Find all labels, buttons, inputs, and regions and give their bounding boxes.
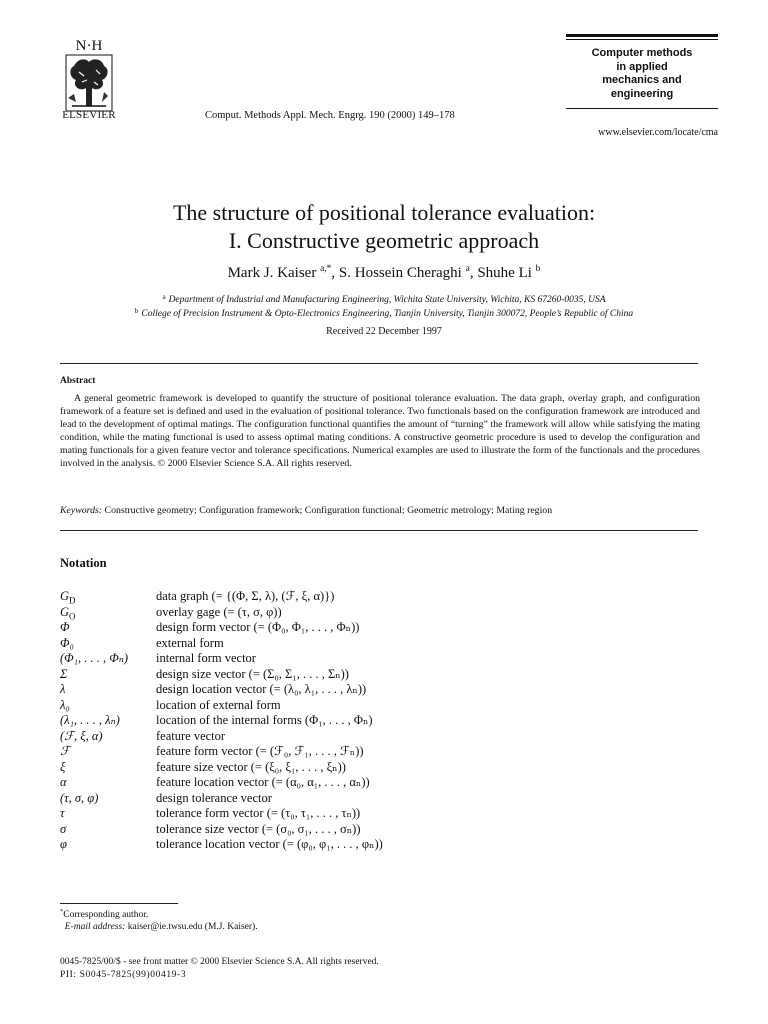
notation-description: design form vector (= (Φ₀, Φ₁, . . . , Φₙ)) (156, 620, 360, 634)
notation-symbol: $G_O$ (60, 604, 76, 621)
notation-description: feature vector (156, 728, 226, 743)
notation-description: overlay gage (= (τ, σ, φ)) (156, 604, 282, 619)
notation-symbol: (Φ₁, . . . , Φₙ) (60, 651, 129, 665)
notation-symbol: Σ (60, 666, 68, 681)
notation-row (60, 605, 580, 621)
affiliation-text: College of Precision Instrument & Opto-Electronics Engineering, Tianjin University, Tianjin 300072, People’s Republic of China (141, 309, 634, 319)
notation-symbol: α (60, 775, 67, 789)
elsevier-tree-icon (46, 36, 132, 116)
notation-symbol: ξ (60, 759, 66, 774)
notation-heading: Notation (60, 556, 107, 570)
affiliation (40, 307, 728, 319)
notation-description: design location vector (= (λ₀, λ₁, . . . , λₙ)) (156, 682, 367, 696)
email-label: E-mail address: (64, 922, 126, 932)
article-title (40, 199, 728, 255)
notation-description: feature size vector (= (ξ₀, ξ₁, . . . , ξₙ)) (156, 759, 346, 774)
author-name: S. Hossein Cheraghi (338, 265, 462, 281)
abstract-heading: Abstract (60, 376, 96, 386)
author-name: Mark J. Kaiser (227, 265, 317, 281)
corresponding-author-note (60, 908, 148, 920)
notation-description: data graph (= {(Φ, Σ, λ), (ℱ, ξ, α)}) (156, 589, 335, 603)
notation-row (60, 760, 580, 776)
notation-symbol: φ (60, 837, 67, 851)
affiliation (40, 293, 728, 305)
affiliation-text: Department of Industrial and Manufacturing Engineering, Wichita State University, Wichita, KS 67260-0035, USA (168, 295, 606, 305)
notation-symbol: τ (60, 806, 65, 820)
divider (60, 363, 698, 364)
notation-row (60, 698, 580, 714)
notation-symbol: $G_D$ (60, 589, 76, 606)
notation-row (60, 667, 580, 683)
notation-description: tolerance size vector (= (σ₀, σ₁, . . . , σₙ)) (156, 821, 361, 836)
notation-row (60, 589, 580, 605)
notation-row (60, 837, 580, 853)
notation-symbol: (λ₁, . . . , λₙ) (60, 713, 120, 727)
notation-list (60, 589, 580, 853)
notation-symbol: (ℱ, ξ, α) (60, 728, 103, 743)
notation-symbol: Φ (60, 620, 70, 634)
received-date: Received 22 December 1997 (326, 326, 442, 337)
copyright-line: 0045-7825/00/$ - see front matter © 2000 Elsevier Science S.A. All rights reserved. (60, 957, 379, 967)
journal-title (566, 47, 718, 101)
divider (60, 530, 698, 531)
footnote-mark: * (60, 908, 64, 915)
notation-row (60, 791, 580, 807)
notation-row (60, 806, 580, 822)
publisher-name: ELSEVIER (62, 109, 116, 121)
footnote-divider (60, 903, 178, 904)
notation-description: location of the internal forms (Φ₁, . . . , Φₙ) (156, 713, 373, 727)
notation-description: location of external form (156, 697, 281, 712)
author-marks: a,* (320, 264, 332, 274)
notation-row (60, 775, 580, 791)
keywords-list: Constructive geometry; Configuration framework; Configuration functional; Geometric metrology; Mating region (104, 505, 553, 516)
author-marks: b (535, 264, 541, 274)
notation-description: internal form vector (156, 651, 256, 665)
notation-symbol: ℱ (60, 744, 70, 758)
notation-symbol: σ (60, 821, 67, 836)
notation-symbol: Φ₀ (60, 635, 74, 650)
notation-symbol: (τ, σ, φ) (60, 790, 99, 805)
notation-row (60, 651, 580, 667)
journal-title-line: Computer methods (591, 47, 693, 59)
title-line-1: The structure of positional tolerance evaluation: (172, 200, 596, 225)
keywords-label: Keywords: (60, 505, 103, 516)
pii-line: PII: S0045-7825(99)00419-3 (60, 970, 187, 980)
author-name: Shuhe Li (477, 265, 532, 281)
notation-description: tolerance location vector (= (φ₀, φ₁, . . . , φₙ)) (156, 837, 383, 851)
journal-title-line: in applied (616, 60, 668, 73)
notation-symbol: λ (60, 682, 66, 696)
notation-row (60, 713, 580, 729)
author-list: Mark J. Kaiser $^{a,*}$, S. Hossein Cheraghi $^a$, Shuhe Li $^b$ (227, 264, 541, 281)
notation-description: feature form vector (= (ℱ₀, ℱ₁, . . . , ℱₙ)) (156, 744, 364, 758)
journal-title-line: mechanics and (602, 74, 682, 86)
notation-description: design size vector (= (Σ₀, Σ₁, . . . , Σₙ)) (156, 666, 349, 681)
footnote-text: Corresponding author. (63, 910, 149, 920)
journal-title-box (566, 34, 718, 109)
notation-description: tolerance form vector (= (τ₀, τ₁, . . . , τₙ)) (156, 806, 361, 820)
notation-description: feature location vector (= (α₀, α₁, . . . , αₙ)) (156, 775, 370, 789)
author-marks: a (465, 264, 470, 274)
notation-row (60, 636, 580, 652)
abstract-text: A general geometric framework is developed to quantify the structure of positional tolerance evaluation. The data graph, overlay graph, and configuration framework of a feature set is defined and used in the evaluation of positional tolerance. Two functionals based on the configuration framework are introduced and lead to the development of optimal matings. The configuration functional quantifies the amount of “turning” the framework will allow while satisfying the mating condition, while the mating functional is used to assess optimal mating conditions. A constructive geometric procedure is used to develop the configuration and mating functionals for a given feature vector and tolerance specifications. Numerical examples are used to illustrate the form of the functionals and the procedures involved in the analysis. © 2000 Elsevier Science S.A. All rights reserved. (60, 393, 700, 469)
notation-row (60, 682, 580, 698)
title-line-2: I. Constructive geometric approach (228, 228, 540, 253)
logo-monogram: N·H (75, 38, 103, 54)
notation-description: external form (156, 635, 224, 650)
notation-row (60, 620, 580, 636)
affiliation-mark: b (134, 307, 139, 315)
notation-row (60, 744, 580, 760)
notation-row (60, 729, 580, 745)
journal-title-line: engineering (610, 87, 674, 100)
journal-url[interactable]: www.elsevier.com/locate/cma (598, 127, 718, 138)
notation-symbol: λ₀ (60, 697, 70, 712)
email-note (60, 922, 258, 932)
notation-description: design tolerance vector (156, 790, 272, 805)
journal-reference: Comput. Methods Appl. Mech. Engrg. 190 (2000) 149–178 (205, 110, 455, 121)
keywords (60, 505, 700, 516)
affiliation-mark: a (162, 293, 166, 301)
email-address[interactable]: kaiser@ie.twsu.edu (M.J. Kaiser). (127, 922, 258, 932)
notation-row (60, 822, 580, 838)
